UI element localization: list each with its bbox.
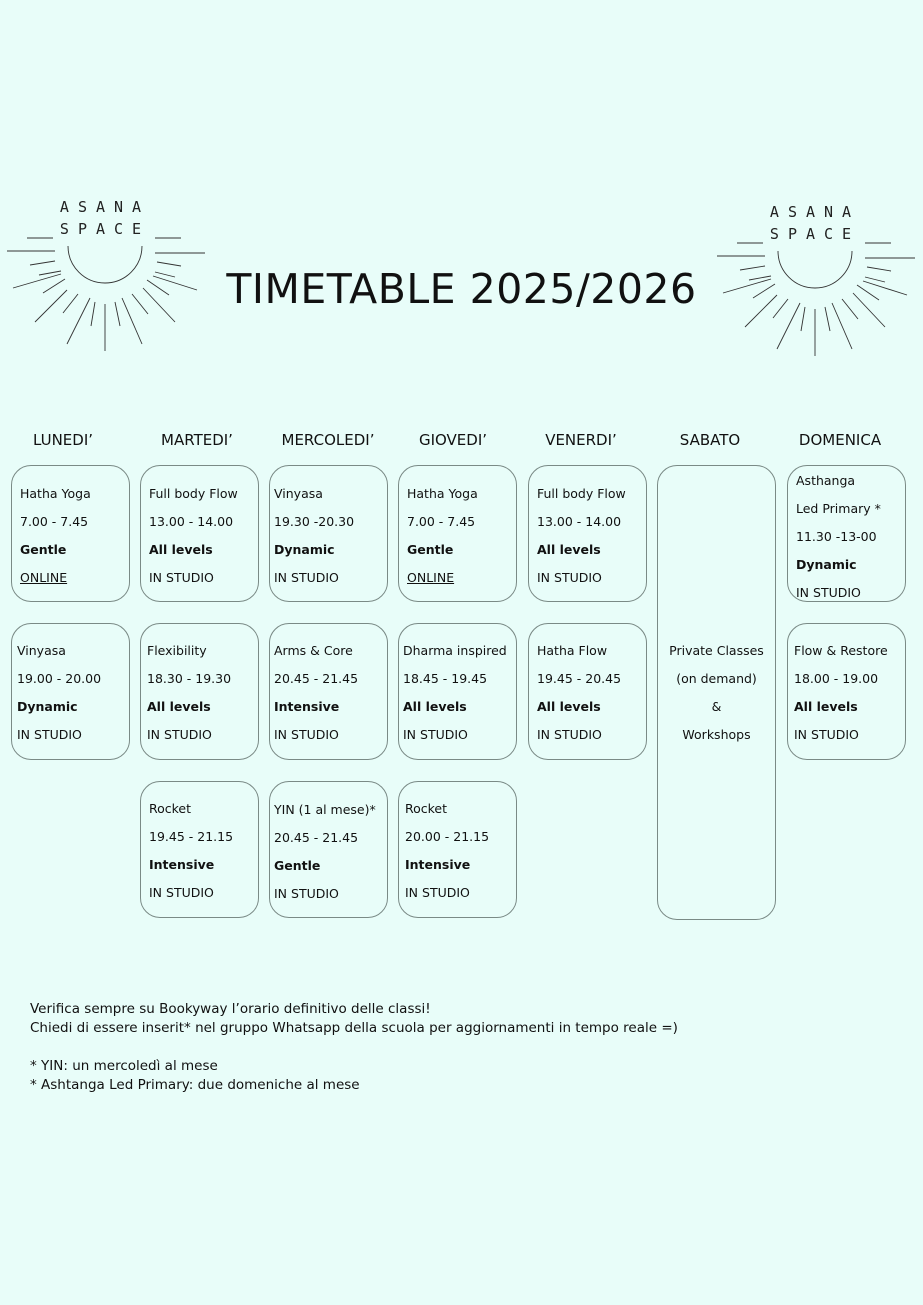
class-location: IN STUDIO	[149, 885, 214, 900]
footer-notes	[30, 1000, 678, 1095]
class-level: Gentle	[20, 542, 67, 557]
class-card-saturday	[657, 465, 776, 920]
private-classes-label: Private Classes	[669, 643, 764, 658]
logo-text-asana: ASANA	[59, 198, 151, 216]
class-card-wednesday-1	[269, 465, 388, 602]
class-name: YIN (1 al mese)*	[274, 802, 376, 817]
class-level: Gentle	[274, 858, 321, 873]
class-level: All levels	[403, 699, 467, 714]
class-name: Dharma inspired	[403, 643, 507, 658]
class-time: 11.30 -13-00	[796, 529, 877, 544]
class-level: Dynamic	[274, 542, 335, 557]
class-location: IN STUDIO	[403, 727, 468, 742]
logo-text-space: SPACE	[769, 225, 861, 243]
class-name: Vinyasa	[274, 486, 323, 501]
class-time: 7.00 - 7.45	[407, 514, 476, 529]
class-card-wednesday-3	[269, 781, 388, 918]
class-time: 20.00 - 21.15	[405, 829, 490, 844]
class-card-wednesday-2	[269, 623, 388, 760]
class-card-monday-1	[11, 465, 130, 602]
class-name: Full body Flow	[537, 486, 626, 501]
class-location-link[interactable]: ONLINE	[407, 570, 455, 585]
class-time: 19.00 - 20.00	[17, 671, 102, 686]
class-level: Dynamic	[17, 699, 78, 714]
class-time: 7.00 - 7.45	[20, 514, 89, 529]
class-location: IN STUDIO	[537, 570, 602, 585]
note-bookyway: Verifica sempre su Bookyway l’orario definitivo delle classi!	[30, 1001, 431, 1017]
class-time: 18.30 - 19.30	[147, 671, 232, 686]
class-card-sunday-1	[787, 465, 906, 602]
class-time: 18.45 - 19.45	[403, 671, 488, 686]
class-card-thursday-3	[398, 781, 517, 918]
note-ashtanga: * Ashtanga Led Primary: due domeniche al mese	[30, 1077, 360, 1093]
class-location-link[interactable]: ONLINE	[20, 570, 68, 585]
class-name: Vinyasa	[17, 643, 66, 658]
class-location: IN STUDIO	[274, 727, 339, 742]
class-location: IN STUDIO	[147, 727, 212, 742]
class-name: Asthanga	[796, 473, 856, 488]
class-card-tuesday-2	[140, 623, 259, 760]
logo-text-space: SPACE	[59, 220, 151, 238]
class-name: Rocket	[149, 801, 192, 816]
class-card-sunday-2	[787, 623, 906, 760]
class-time: 13.00 - 14.00	[149, 514, 234, 529]
on-demand-label: (on demand)	[676, 671, 757, 686]
class-level: All levels	[794, 699, 858, 714]
class-location: IN STUDIO	[17, 727, 82, 742]
class-location: IN STUDIO	[794, 727, 859, 742]
class-location: IN STUDIO	[537, 727, 602, 742]
class-level: Dynamic	[796, 557, 857, 572]
day-header-wednesday: MERCOLEDI’	[281, 431, 375, 449]
class-time: 19.30 -20.30	[274, 514, 355, 529]
class-name: Flow & Restore	[794, 643, 888, 658]
class-level: All levels	[147, 699, 211, 714]
class-level: Intensive	[405, 857, 471, 872]
page-title: TIMETABLE 2025/2026	[226, 265, 697, 313]
note-whatsapp: Chiedi di essere inserit* nel gruppo Whatsapp della scuola per aggiornamenti in tempo reale =)	[30, 1020, 678, 1036]
ampersand-label: &	[711, 699, 722, 714]
class-level: Intensive	[274, 699, 340, 714]
class-name: Rocket	[405, 801, 448, 816]
day-header-saturday: SABATO	[679, 431, 741, 449]
day-header-thursday: GIOVEDI’	[418, 431, 488, 449]
class-name: Hatha Yoga	[20, 486, 91, 501]
class-name: Flexibility	[147, 643, 207, 658]
class-level: Intensive	[149, 857, 215, 872]
class-level: All levels	[537, 542, 601, 557]
day-header-tuesday: MARTEDI’	[161, 431, 233, 449]
class-card-tuesday-3	[140, 781, 259, 918]
class-name: Hatha Yoga	[407, 486, 478, 501]
day-header-monday: LUNEDI’	[32, 431, 94, 449]
class-time: 18.00 - 19.00	[794, 671, 879, 686]
workshops-label: Workshops	[682, 727, 751, 742]
class-level: All levels	[537, 699, 601, 714]
class-name: Arms & Core	[274, 643, 353, 658]
class-time: 20.45 - 21.45	[274, 830, 359, 845]
class-location: IN STUDIO	[274, 570, 339, 585]
class-card-thursday-2	[398, 623, 517, 760]
class-card-tuesday-1	[140, 465, 259, 602]
class-card-thursday-1	[398, 465, 517, 602]
class-name-cont: Led Primary *	[796, 501, 881, 516]
class-location: IN STUDIO	[274, 886, 339, 901]
class-location: IN STUDIO	[149, 570, 214, 585]
class-card-friday-1	[528, 465, 647, 602]
class-time: 20.45 - 21.45	[274, 671, 359, 686]
note-spacer	[30, 1038, 678, 1057]
class-name: Hatha Flow	[537, 643, 608, 658]
note-yin: * YIN: un mercoledì al mese	[30, 1058, 218, 1074]
day-header-friday: VENERDI’	[545, 431, 617, 449]
class-location: IN STUDIO	[796, 585, 861, 600]
day-header-sunday: DOMENICA	[798, 431, 882, 449]
class-name: Full body Flow	[149, 486, 238, 501]
class-level: Gentle	[407, 542, 454, 557]
class-time: 19.45 - 21.15	[149, 829, 234, 844]
class-level: All levels	[149, 542, 213, 557]
class-location: IN STUDIO	[405, 885, 470, 900]
logo-text-asana: ASANA	[769, 203, 861, 221]
class-time: 13.00 - 14.00	[537, 514, 622, 529]
class-card-monday-2	[11, 623, 130, 760]
class-card-friday-2	[528, 623, 647, 760]
class-time: 19.45 - 20.45	[537, 671, 622, 686]
